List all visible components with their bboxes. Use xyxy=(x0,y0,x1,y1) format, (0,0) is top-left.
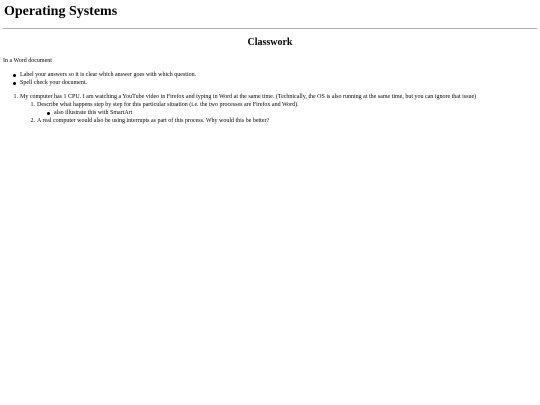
instructions-list xyxy=(20,71,196,87)
sub-bullet-item: also illustrate this with SmartArt xyxy=(54,109,476,117)
instruction-item: Label your answers so it is clear which answer goes with which question. xyxy=(20,72,197,78)
questions-list xyxy=(13,93,477,125)
question-text: My computer has 1 CPU. I am watching a YouTube video in Firefox and typing in Word at the same time. (Technically, the OS is also running at the same time, but you can ignore that issue) xyxy=(20,94,477,100)
question-number: 1. xyxy=(13,94,18,100)
sub-question-item xyxy=(30,117,476,125)
sub-bullet-list xyxy=(37,109,476,117)
sub-questions-list xyxy=(20,101,476,125)
header-divider xyxy=(3,28,537,29)
sub-question-text: A real computer would also be using interrupts as part of this process. Why would this be better? xyxy=(37,118,270,124)
intro-text: In a Word document xyxy=(3,58,52,64)
question-item xyxy=(13,93,477,125)
section-title: Classwork xyxy=(247,37,293,48)
sub-question-item xyxy=(30,101,476,117)
site-title: Operating Systems xyxy=(4,4,118,19)
sub-question-number: 1. xyxy=(30,102,35,108)
sub-question-text: Describe what happens step by step for this particular situation (i.e. the two processes are Firefox and Word). xyxy=(37,102,299,108)
sub-question-number: 2. xyxy=(30,118,35,124)
instruction-item: Spell check your document. xyxy=(20,79,196,87)
